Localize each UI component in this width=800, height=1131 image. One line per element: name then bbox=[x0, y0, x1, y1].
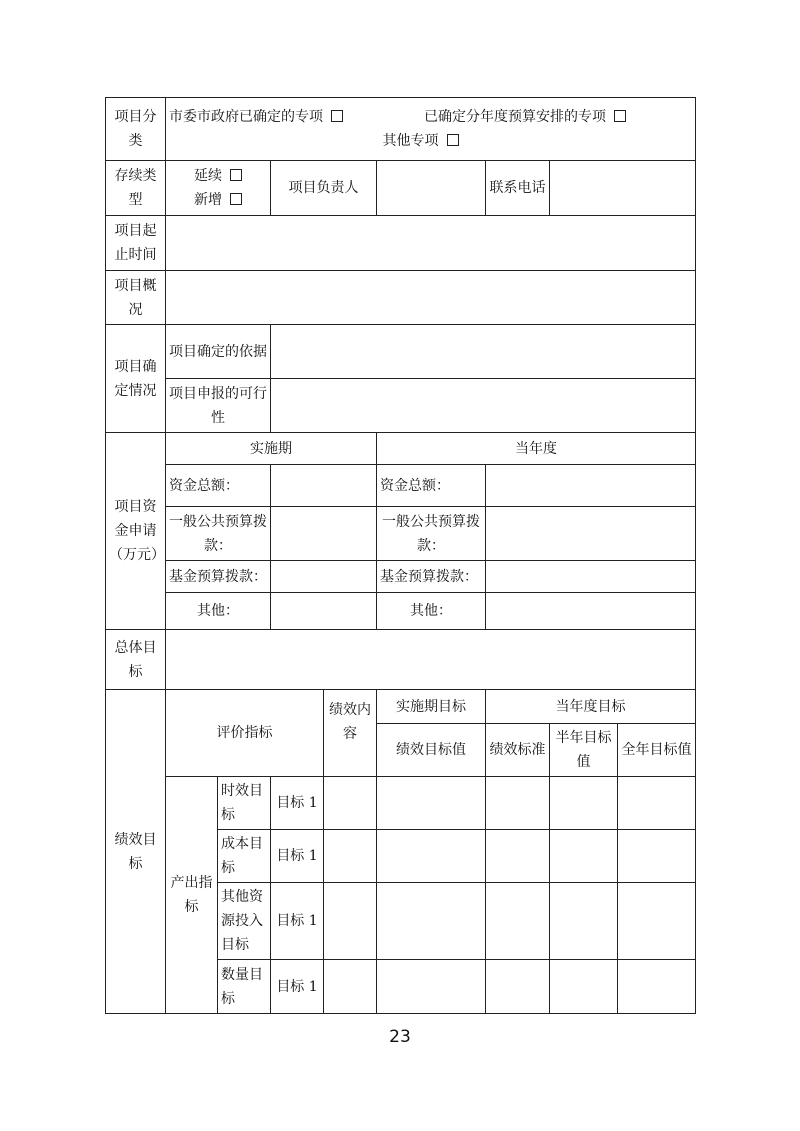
indicator-target: 目标 1 bbox=[271, 883, 324, 960]
determination-basis-label: 项目确定的依据 bbox=[166, 325, 271, 379]
project-overview-field[interactable] bbox=[166, 271, 696, 325]
category-row bbox=[106, 98, 696, 161]
checkbox-icon[interactable] bbox=[447, 134, 459, 146]
indicator-category: 数量目标 bbox=[218, 960, 271, 1014]
funding-row-left-label: 其他： bbox=[166, 593, 271, 630]
eval-indicator-header: 评价指标 bbox=[166, 690, 324, 777]
overall-goal-label: 总体目标 bbox=[106, 630, 166, 690]
indicator-content-field[interactable] bbox=[324, 960, 377, 1014]
year-goal-header: 当年度目标 bbox=[486, 690, 696, 724]
funding-row bbox=[106, 561, 696, 593]
overall-goal-row bbox=[106, 630, 696, 690]
indicator-full-year-field[interactable] bbox=[618, 777, 696, 830]
standard-header: 绩效标准 bbox=[486, 724, 550, 777]
indicator-content-field[interactable] bbox=[324, 777, 377, 830]
feasibility-row bbox=[106, 379, 696, 433]
funding-header-row bbox=[106, 433, 696, 465]
page-number: 23 bbox=[389, 1027, 411, 1047]
indicator-standard-field[interactable] bbox=[486, 960, 550, 1014]
funding-label: 项目资金申请（万元） bbox=[106, 433, 166, 630]
indicator-period-value-field[interactable] bbox=[377, 777, 486, 830]
continuation-options bbox=[166, 161, 271, 216]
feasibility-field[interactable] bbox=[271, 379, 696, 433]
indicator-target: 目标 1 bbox=[271, 830, 324, 883]
category-label: 项目分类 bbox=[106, 98, 166, 161]
indicator-row bbox=[106, 777, 696, 830]
funding-row-right-field[interactable] bbox=[486, 465, 696, 507]
checkbox-icon[interactable] bbox=[230, 193, 242, 205]
funding-row bbox=[106, 507, 696, 561]
funding-row-left-label: 基金预算拨款： bbox=[166, 561, 271, 593]
funding-row-right-label: 基金预算拨款： bbox=[377, 561, 486, 593]
project-application-form bbox=[105, 97, 696, 1014]
category-options bbox=[166, 98, 696, 161]
continuation-option-1[interactable]: 延续 bbox=[169, 164, 267, 188]
indicator-category: 其他资源投入目标 bbox=[218, 883, 271, 960]
phone-label: 联系电话 bbox=[486, 161, 550, 216]
overall-goal-field[interactable] bbox=[166, 630, 696, 690]
indicator-category: 成本目标 bbox=[218, 830, 271, 883]
funding-row-left-field[interactable] bbox=[271, 507, 377, 561]
indicator-standard-field[interactable] bbox=[486, 830, 550, 883]
funding-row-right-field[interactable] bbox=[486, 507, 696, 561]
continuation-row bbox=[106, 161, 696, 216]
checkbox-icon[interactable] bbox=[230, 169, 242, 181]
funding-row-right-field[interactable] bbox=[486, 561, 696, 593]
funding-row-left-field[interactable] bbox=[271, 593, 377, 630]
funding-row bbox=[106, 593, 696, 630]
indicator-content-field[interactable] bbox=[324, 883, 377, 960]
content-header: 绩效内容 bbox=[324, 690, 377, 777]
indicator-period-value-field[interactable] bbox=[377, 883, 486, 960]
project-period-label: 项目起止时间 bbox=[106, 216, 166, 271]
performance-label: 绩效目标 bbox=[106, 690, 166, 1014]
indicator-category: 时效目标 bbox=[218, 777, 271, 830]
indicator-target: 目标 1 bbox=[271, 777, 324, 830]
phone-field[interactable] bbox=[550, 161, 696, 216]
continuation-option-2[interactable]: 新增 bbox=[169, 188, 267, 212]
funding-row-right-label: 一般公共预算拨款： bbox=[377, 507, 486, 561]
period-row bbox=[106, 216, 696, 271]
funding-row-right-field[interactable] bbox=[486, 593, 696, 630]
indicator-content-field[interactable] bbox=[324, 830, 377, 883]
indicator-target: 目标 1 bbox=[271, 960, 324, 1014]
period-goal-header: 实施期目标 bbox=[377, 690, 486, 724]
category-option-1[interactable]: 市委市政府已确定的专项 bbox=[169, 105, 343, 129]
determination-basis-row bbox=[106, 325, 696, 379]
indicator-standard-field[interactable] bbox=[486, 883, 550, 960]
period-value-header: 绩效目标值 bbox=[377, 724, 486, 777]
funding-row-right-label: 资金总额： bbox=[377, 465, 486, 507]
project-period-field[interactable] bbox=[166, 216, 696, 271]
indicator-half-year-field[interactable] bbox=[550, 960, 618, 1014]
indicator-period-value-field[interactable] bbox=[377, 960, 486, 1014]
continuation-label: 存续类型 bbox=[106, 161, 166, 216]
person-in-charge-label: 项目负责人 bbox=[271, 161, 377, 216]
indicator-standard-field[interactable] bbox=[486, 777, 550, 830]
category-option-3[interactable]: 其他专项 bbox=[383, 133, 459, 149]
checkbox-icon[interactable] bbox=[331, 110, 343, 122]
funding-row-left-field[interactable] bbox=[271, 465, 377, 507]
feasibility-label: 项目申报的可行性 bbox=[166, 379, 271, 433]
funding-row-left-label: 一般公共预算拨款： bbox=[166, 507, 271, 561]
funding-year-header: 当年度 bbox=[377, 433, 696, 465]
category-option-2[interactable]: 已确定分年度预算安排的专项 bbox=[424, 105, 626, 129]
determination-basis-field[interactable] bbox=[271, 325, 696, 379]
person-in-charge-field[interactable] bbox=[377, 161, 486, 216]
indicator-half-year-field[interactable] bbox=[550, 777, 618, 830]
indicator-full-year-field[interactable] bbox=[618, 830, 696, 883]
determination-label: 项目确定情况 bbox=[106, 325, 166, 433]
funding-row-left-label: 资金总额： bbox=[166, 465, 271, 507]
indicator-full-year-field[interactable] bbox=[618, 960, 696, 1014]
performance-header-row bbox=[106, 690, 696, 724]
indicator-half-year-field[interactable] bbox=[550, 883, 618, 960]
funding-row bbox=[106, 465, 696, 507]
funding-period-header: 实施期 bbox=[166, 433, 377, 465]
funding-row-left-field[interactable] bbox=[271, 561, 377, 593]
funding-row-right-label: 其他： bbox=[377, 593, 486, 630]
indicator-period-value-field[interactable] bbox=[377, 830, 486, 883]
indicator-half-year-field[interactable] bbox=[550, 830, 618, 883]
full-year-header: 全年目标值 bbox=[618, 724, 696, 777]
output-indicator-label: 产出指标 bbox=[166, 777, 218, 1014]
half-year-header: 半年目标值 bbox=[550, 724, 618, 777]
project-overview-label: 项目概况 bbox=[106, 271, 166, 325]
overview-row bbox=[106, 271, 696, 325]
checkbox-icon[interactable] bbox=[614, 110, 626, 122]
indicator-full-year-field[interactable] bbox=[618, 883, 696, 960]
